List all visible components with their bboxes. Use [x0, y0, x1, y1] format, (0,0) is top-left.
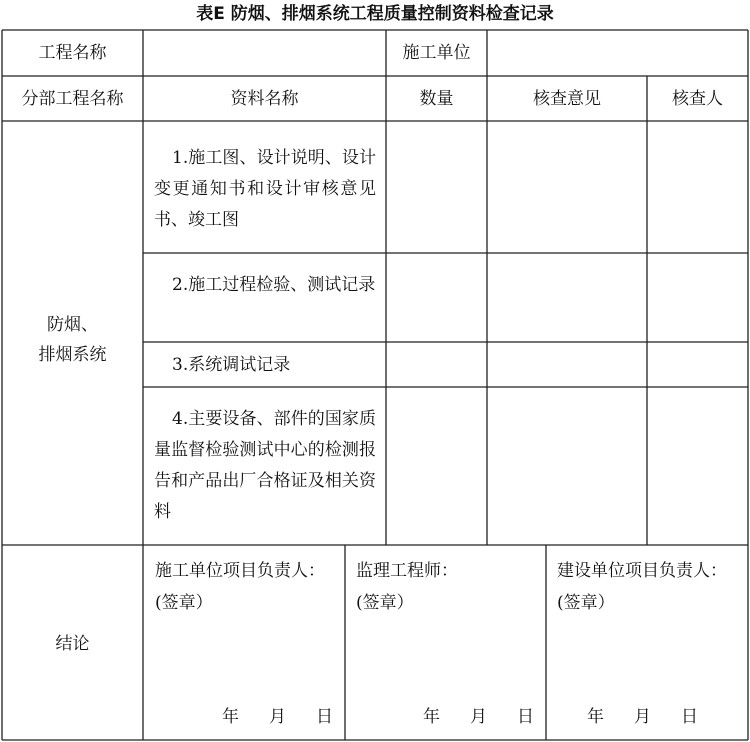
document-item-1: 1.施工图、设计说明、设计变更通知书和设计审核意见书、竣工图 [154, 148, 376, 230]
subsection-name [2, 310, 143, 370]
signer-construction-role: 施工单位项目负责人： [155, 561, 325, 581]
form-title: 表E 防烟、排烟系统工程质量控制资料检查记录 [196, 4, 554, 24]
signer-supervisor [356, 555, 544, 619]
signer-owner [557, 555, 747, 619]
date-month: 月 [634, 707, 651, 727]
date-month: 月 [470, 707, 487, 727]
signer-supervisor-date [423, 707, 543, 727]
signer-construction-date [222, 707, 342, 727]
signer-owner-date [587, 707, 707, 727]
signer-supervisor-role: 监理工程师： [356, 561, 458, 581]
col-checker-header: 核查人 [672, 89, 723, 109]
subsection-name-line2: 排烟系统 [38, 345, 107, 365]
document-item-4: 4.主要设备、部件的国家质量监督检验测试中心的检测报告和产品出厂合格证及相关资料 [154, 409, 376, 522]
col-document-header: 资料名称 [230, 89, 299, 109]
signer-owner-seal: (签章） [557, 593, 615, 613]
date-year: 年 [423, 707, 440, 727]
document-item-3: 3.系统调试记录 [172, 355, 291, 375]
project-name-label: 工程名称 [38, 43, 107, 63]
subsection-name-line1: 防烟、 [47, 315, 98, 335]
date-month: 月 [269, 707, 286, 727]
signer-supervisor-seal: (签章） [356, 593, 414, 613]
signer-owner-role: 建设单位项目负责人： [557, 561, 727, 581]
col-opinion-header: 核查意见 [533, 89, 601, 109]
date-year: 年 [587, 707, 604, 727]
date-day: 日 [316, 707, 333, 727]
col-subsection-header: 分部工程名称 [21, 89, 124, 109]
col-quantity-header: 数量 [419, 89, 454, 109]
signer-construction [155, 555, 343, 619]
document-item-2: 2.施工过程检验、测试记录 [172, 275, 376, 295]
signer-construction-seal: (签章） [155, 593, 213, 613]
date-year: 年 [222, 707, 239, 727]
date-day: 日 [681, 707, 698, 727]
construction-unit-label: 施工单位 [402, 43, 471, 63]
date-day: 日 [517, 707, 534, 727]
conclusion-label: 结论 [55, 634, 90, 654]
